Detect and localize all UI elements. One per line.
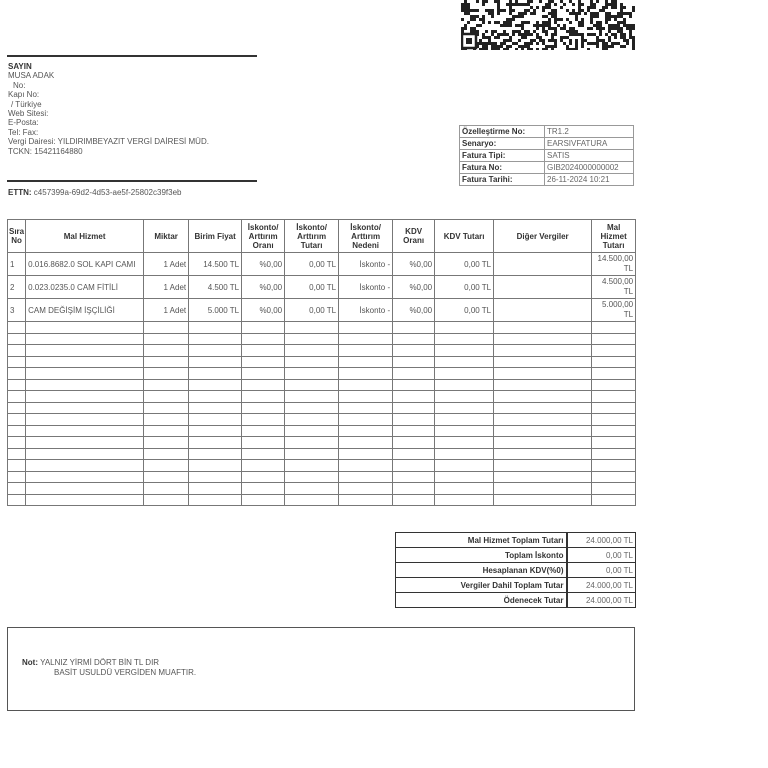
- customer-no: No:: [13, 80, 26, 90]
- cell-mal-hizmet: 0.023.0235.0 CAM FİTİLİ: [26, 276, 144, 299]
- empty-row: [8, 460, 636, 472]
- empty-cell: [8, 425, 26, 437]
- col-header-kdv-orani: KDV Oranı: [393, 220, 435, 253]
- empty-cell: [285, 333, 339, 345]
- table-header-row: [8, 220, 636, 253]
- info-value: GIB2024000000002: [545, 162, 634, 174]
- note-line-2: BASİT USULDÜ VERGİDEN MUAFTIR.: [54, 668, 197, 677]
- info-row: [460, 150, 634, 162]
- empty-cell: [242, 368, 285, 380]
- empty-cell: [144, 460, 189, 472]
- info-key: Fatura Tarihi:: [460, 174, 545, 186]
- empty-row: [8, 425, 636, 437]
- empty-cell: [144, 322, 189, 334]
- empty-cell: [242, 471, 285, 483]
- empty-cell: [8, 345, 26, 357]
- empty-cell: [435, 333, 494, 345]
- empty-cell: [393, 333, 435, 345]
- empty-cell: [393, 471, 435, 483]
- empty-cell: [494, 379, 592, 391]
- empty-cell: [592, 356, 636, 368]
- empty-cell: [8, 356, 26, 368]
- divider: [7, 55, 257, 57]
- table-row: [8, 299, 636, 322]
- info-row: [460, 138, 634, 150]
- empty-cell: [189, 425, 242, 437]
- totals-table: [395, 532, 636, 608]
- empty-cell: [494, 391, 592, 403]
- empty-cell: [285, 471, 339, 483]
- empty-cell: [592, 494, 636, 506]
- empty-cell: [339, 391, 393, 403]
- totals-key: Hesaplanan KDV(%0): [396, 563, 567, 578]
- empty-row: [8, 494, 636, 506]
- cell-birim-fiyat: 4.500 TL: [189, 276, 242, 299]
- totals-key: Mal Hizmet Toplam Tutarı: [396, 533, 567, 548]
- empty-cell: [189, 437, 242, 449]
- empty-cell: [435, 402, 494, 414]
- empty-cell: [8, 402, 26, 414]
- note-line-1: YALNIZ YİRMİ DÖRT BİN TL DIR: [40, 658, 160, 667]
- cell-mal-hizmet-tutari: 4.500,00 TL: [592, 276, 636, 299]
- empty-cell: [189, 448, 242, 460]
- empty-cell: [339, 345, 393, 357]
- empty-cell: [242, 425, 285, 437]
- empty-cell: [285, 483, 339, 495]
- cell-sira-no: 3: [8, 299, 26, 322]
- totals-key: Vergiler Dahil Toplam Tutar: [396, 578, 567, 593]
- empty-cell: [26, 494, 144, 506]
- empty-cell: [494, 448, 592, 460]
- cell-kdv-orani: %0,00: [393, 299, 435, 322]
- cell-sira-no: 1: [8, 253, 26, 276]
- empty-cell: [592, 414, 636, 426]
- customer-email: E-Posta:: [8, 118, 39, 128]
- customer-door-no: Kapı No:: [8, 90, 40, 100]
- empty-cell: [242, 345, 285, 357]
- table-row: [8, 276, 636, 299]
- empty-cell: [144, 333, 189, 345]
- empty-cell: [26, 471, 144, 483]
- empty-cell: [26, 448, 144, 460]
- cell-sira-no: 2: [8, 276, 26, 299]
- empty-cell: [144, 471, 189, 483]
- empty-cell: [285, 460, 339, 472]
- col-header-diger-vergiler: Diğer Vergiler: [494, 220, 592, 253]
- col-header-miktar: Miktar: [144, 220, 189, 253]
- empty-cell: [339, 322, 393, 334]
- empty-cell: [339, 483, 393, 495]
- totals-value: 0,00 TL: [567, 563, 636, 578]
- ettn-line: [8, 188, 181, 197]
- note-label: Not:: [22, 658, 38, 667]
- col-header-mal-hizmet-tutari: Mal Hizmet Tutarı: [592, 220, 636, 253]
- empty-cell: [435, 414, 494, 426]
- empty-cell: [144, 379, 189, 391]
- empty-cell: [393, 448, 435, 460]
- col-header-iskonto-nedeni: İskonto/ Arttırım Nedeni: [339, 220, 393, 253]
- cell-miktar: 1 Adet: [144, 276, 189, 299]
- empty-cell: [393, 356, 435, 368]
- empty-cell: [339, 402, 393, 414]
- invoice-info-table: [459, 125, 634, 186]
- cell-iskonto-nedeni: İskonto -: [339, 299, 393, 322]
- cell-iskonto-orani: %0,00: [242, 253, 285, 276]
- cell-kdv-tutari: 0,00 TL: [435, 299, 494, 322]
- empty-cell: [26, 460, 144, 472]
- note: [22, 658, 196, 678]
- empty-cell: [189, 414, 242, 426]
- empty-row: [8, 448, 636, 460]
- empty-cell: [26, 483, 144, 495]
- empty-cell: [189, 379, 242, 391]
- empty-cell: [592, 379, 636, 391]
- empty-cell: [285, 414, 339, 426]
- empty-cell: [285, 494, 339, 506]
- empty-cell: [494, 333, 592, 345]
- info-value: 26-11-2024 10:21: [545, 174, 634, 186]
- cell-iskonto-tutari: 0,00 TL: [285, 276, 339, 299]
- empty-cell: [494, 345, 592, 357]
- ettn-value: c457399a-69d2-4d53-ae5f-25802c39f3eb: [33, 188, 182, 197]
- empty-cell: [8, 483, 26, 495]
- empty-cell: [393, 379, 435, 391]
- empty-cell: [435, 460, 494, 472]
- empty-cell: [339, 437, 393, 449]
- empty-cell: [592, 391, 636, 403]
- empty-cell: [435, 483, 494, 495]
- empty-cell: [393, 391, 435, 403]
- empty-cell: [435, 425, 494, 437]
- cell-iskonto-nedeni: İskonto -: [339, 253, 393, 276]
- empty-row: [8, 471, 636, 483]
- empty-cell: [494, 483, 592, 495]
- empty-cell: [435, 322, 494, 334]
- totals-value: 24.000,00 TL: [567, 578, 636, 593]
- empty-cell: [144, 425, 189, 437]
- empty-cell: [435, 368, 494, 380]
- empty-cell: [393, 368, 435, 380]
- empty-cell: [8, 448, 26, 460]
- empty-cell: [26, 368, 144, 380]
- cell-iskonto-tutari: 0,00 TL: [285, 253, 339, 276]
- empty-cell: [8, 471, 26, 483]
- empty-cell: [144, 356, 189, 368]
- col-header-iskonto-orani: İskonto/ Arttırım Oranı: [242, 220, 285, 253]
- empty-cell: [144, 345, 189, 357]
- empty-cell: [242, 356, 285, 368]
- col-header-kdv-tutari: KDV Tutarı: [435, 220, 494, 253]
- empty-cell: [339, 425, 393, 437]
- empty-cell: [285, 379, 339, 391]
- customer-website: Web Sitesi:: [8, 109, 49, 119]
- empty-cell: [242, 322, 285, 334]
- empty-cell: [189, 322, 242, 334]
- empty-cell: [339, 448, 393, 460]
- empty-cell: [285, 322, 339, 334]
- empty-cell: [144, 402, 189, 414]
- empty-cell: [285, 356, 339, 368]
- cell-diger-vergiler: [494, 299, 592, 322]
- empty-cell: [494, 402, 592, 414]
- empty-cell: [189, 333, 242, 345]
- cell-kdv-tutari: 0,00 TL: [435, 276, 494, 299]
- cell-iskonto-nedeni: İskonto -: [339, 276, 393, 299]
- empty-cell: [189, 471, 242, 483]
- cell-iskonto-tutari: 0,00 TL: [285, 299, 339, 322]
- empty-cell: [435, 391, 494, 403]
- empty-cell: [8, 322, 26, 334]
- totals-row: [396, 578, 636, 593]
- empty-cell: [26, 379, 144, 391]
- info-value: SATIS: [545, 150, 634, 162]
- empty-cell: [393, 425, 435, 437]
- empty-row: [8, 437, 636, 449]
- cell-diger-vergiler: [494, 276, 592, 299]
- info-key: Fatura No:: [460, 162, 545, 174]
- empty-cell: [8, 414, 26, 426]
- empty-cell: [26, 333, 144, 345]
- empty-cell: [339, 333, 393, 345]
- empty-cell: [285, 368, 339, 380]
- empty-cell: [242, 494, 285, 506]
- customer-block: [8, 62, 258, 156]
- empty-cell: [494, 494, 592, 506]
- empty-row: [8, 322, 636, 334]
- empty-row: [8, 379, 636, 391]
- customer-tax-office: Vergi Dairesi: YILDIRIMBEYAZIT VERGİ DAİRESİ MÜD.: [8, 137, 209, 147]
- totals-value: 24.000,00 TL: [567, 593, 636, 608]
- customer-country: / Türkiye: [11, 99, 42, 109]
- table-row: [8, 253, 636, 276]
- empty-cell: [189, 356, 242, 368]
- info-key: Senaryo:: [460, 138, 545, 150]
- empty-cell: [494, 437, 592, 449]
- empty-row: [8, 345, 636, 357]
- empty-cell: [285, 345, 339, 357]
- note-box: [7, 627, 635, 711]
- empty-cell: [339, 460, 393, 472]
- cell-iskonto-orani: %0,00: [242, 276, 285, 299]
- info-key: Fatura Tipi:: [460, 150, 545, 162]
- totals-key: Ödenecek Tutar: [396, 593, 567, 608]
- info-row: [460, 126, 634, 138]
- empty-cell: [26, 437, 144, 449]
- col-header-birim-fiyat: Birim Fiyat: [189, 220, 242, 253]
- empty-cell: [26, 414, 144, 426]
- totals-value: 24.000,00 TL: [567, 533, 636, 548]
- empty-cell: [393, 494, 435, 506]
- cell-birim-fiyat: 14.500 TL: [189, 253, 242, 276]
- info-row: [460, 174, 634, 186]
- empty-row: [8, 402, 636, 414]
- empty-cell: [592, 483, 636, 495]
- col-header-iskonto-tutari: İskonto/ Arttırım Tutarı: [285, 220, 339, 253]
- empty-cell: [242, 379, 285, 391]
- cell-iskonto-orani: %0,00: [242, 299, 285, 322]
- totals-key: Toplam İskonto: [396, 548, 567, 563]
- empty-cell: [592, 345, 636, 357]
- empty-cell: [592, 448, 636, 460]
- empty-cell: [339, 356, 393, 368]
- empty-cell: [144, 368, 189, 380]
- empty-cell: [189, 494, 242, 506]
- empty-cell: [242, 460, 285, 472]
- empty-cell: [26, 391, 144, 403]
- empty-row: [8, 333, 636, 345]
- empty-cell: [339, 494, 393, 506]
- cell-mal-hizmet: CAM DEĞİŞİM İŞÇİLİĞİ: [26, 299, 144, 322]
- items-table: [7, 219, 636, 506]
- cell-miktar: 1 Adet: [144, 253, 189, 276]
- empty-cell: [26, 356, 144, 368]
- empty-cell: [189, 345, 242, 357]
- empty-cell: [285, 391, 339, 403]
- empty-row: [8, 368, 636, 380]
- cell-miktar: 1 Adet: [144, 299, 189, 322]
- empty-cell: [285, 437, 339, 449]
- empty-cell: [494, 356, 592, 368]
- totals-row: [396, 593, 636, 608]
- empty-cell: [494, 368, 592, 380]
- info-row: [460, 162, 634, 174]
- cell-mal-hizmet-tutari: 14.500,00 TL: [592, 253, 636, 276]
- info-key: Özelleştirme No:: [460, 126, 545, 138]
- empty-cell: [8, 391, 26, 403]
- ettn-label: ETTN:: [8, 188, 32, 197]
- empty-cell: [8, 379, 26, 391]
- empty-cell: [8, 368, 26, 380]
- cell-diger-vergiler: [494, 253, 592, 276]
- empty-cell: [144, 448, 189, 460]
- empty-cell: [339, 471, 393, 483]
- empty-row: [8, 414, 636, 426]
- empty-cell: [285, 448, 339, 460]
- empty-row: [8, 483, 636, 495]
- empty-cell: [242, 483, 285, 495]
- empty-cell: [285, 402, 339, 414]
- empty-cell: [393, 414, 435, 426]
- empty-cell: [494, 460, 592, 472]
- empty-cell: [592, 368, 636, 380]
- empty-cell: [339, 379, 393, 391]
- empty-cell: [435, 356, 494, 368]
- cell-kdv-orani: %0,00: [393, 253, 435, 276]
- empty-cell: [242, 437, 285, 449]
- empty-cell: [592, 402, 636, 414]
- cell-kdv-orani: %0,00: [393, 276, 435, 299]
- empty-cell: [339, 368, 393, 380]
- empty-cell: [592, 471, 636, 483]
- empty-cell: [26, 345, 144, 357]
- empty-cell: [189, 391, 242, 403]
- cell-mal-hizmet-tutari: 5.000,00 TL: [592, 299, 636, 322]
- empty-cell: [242, 402, 285, 414]
- empty-cell: [494, 322, 592, 334]
- empty-cell: [393, 483, 435, 495]
- empty-cell: [8, 460, 26, 472]
- empty-cell: [435, 379, 494, 391]
- empty-cell: [339, 414, 393, 426]
- empty-cell: [592, 437, 636, 449]
- empty-cell: [189, 368, 242, 380]
- empty-cell: [8, 494, 26, 506]
- empty-cell: [242, 391, 285, 403]
- totals-row: [396, 548, 636, 563]
- empty-cell: [26, 322, 144, 334]
- empty-cell: [494, 414, 592, 426]
- info-value: EARSIVFATURA: [545, 138, 634, 150]
- totals-value: 0,00 TL: [567, 548, 636, 563]
- empty-cell: [435, 448, 494, 460]
- col-header-sira-no: Sıra No: [8, 220, 26, 253]
- empty-row: [8, 391, 636, 403]
- empty-cell: [592, 333, 636, 345]
- customer-name: MUSA ADAK: [8, 71, 55, 81]
- cell-mal-hizmet: 0.016.8682.0 SOL KAPI CAMI: [26, 253, 144, 276]
- empty-cell: [393, 322, 435, 334]
- empty-cell: [242, 333, 285, 345]
- qr-code-icon: [461, 0, 635, 50]
- customer-phone: Tel: Fax:: [8, 127, 39, 137]
- empty-cell: [189, 402, 242, 414]
- customer-heading: SAYIN: [8, 62, 32, 71]
- totals-row: [396, 563, 636, 578]
- empty-cell: [592, 425, 636, 437]
- divider: [7, 180, 257, 182]
- empty-cell: [189, 460, 242, 472]
- empty-cell: [435, 494, 494, 506]
- empty-cell: [393, 402, 435, 414]
- empty-cell: [26, 425, 144, 437]
- empty-cell: [494, 425, 592, 437]
- empty-cell: [435, 345, 494, 357]
- empty-cell: [144, 414, 189, 426]
- empty-cell: [393, 437, 435, 449]
- empty-cell: [435, 471, 494, 483]
- col-header-mal-hizmet: Mal Hizmet: [26, 220, 144, 253]
- empty-cell: [144, 494, 189, 506]
- empty-cell: [144, 483, 189, 495]
- empty-cell: [8, 333, 26, 345]
- empty-cell: [592, 460, 636, 472]
- totals-row: [396, 533, 636, 548]
- empty-cell: [393, 345, 435, 357]
- empty-cell: [26, 402, 144, 414]
- empty-cell: [144, 391, 189, 403]
- empty-cell: [242, 414, 285, 426]
- cell-birim-fiyat: 5.000 TL: [189, 299, 242, 322]
- empty-cell: [189, 483, 242, 495]
- customer-tckn: TCKN: 15421164880: [8, 146, 83, 156]
- cell-kdv-tutari: 0,00 TL: [435, 253, 494, 276]
- empty-cell: [393, 460, 435, 472]
- info-value: TR1.2: [545, 126, 634, 138]
- empty-cell: [285, 425, 339, 437]
- empty-cell: [242, 448, 285, 460]
- empty-cell: [494, 471, 592, 483]
- empty-cell: [8, 437, 26, 449]
- empty-cell: [435, 437, 494, 449]
- empty-row: [8, 356, 636, 368]
- empty-cell: [592, 322, 636, 334]
- empty-cell: [144, 437, 189, 449]
